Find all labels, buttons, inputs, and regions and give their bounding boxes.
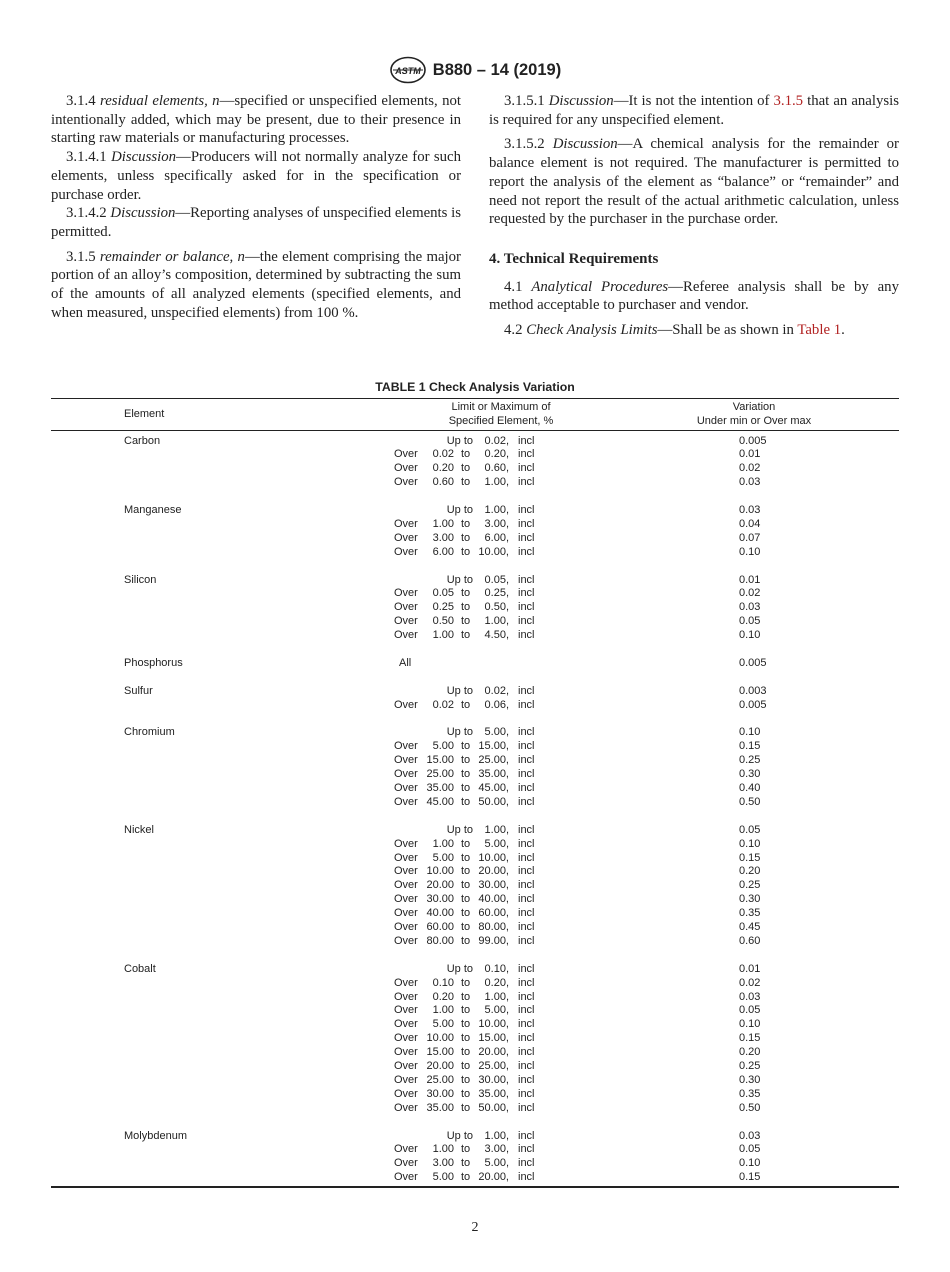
limit-lo: 0.10 — [432, 976, 454, 989]
limit-prefix: Over — [394, 615, 418, 628]
limit-hi: 60.00, — [478, 907, 509, 920]
limit-hi: 10.00, — [478, 545, 509, 558]
variation-value: 0.20 — [739, 1046, 761, 1059]
limit-to: to — [461, 448, 471, 461]
limit-incl: incl — [518, 768, 535, 781]
limit-prefix: Over — [394, 740, 418, 753]
limit-lo: 40.00 — [426, 907, 454, 920]
para-3-1-4: 3.1.4 residual elements, n—specified or unspecified elements, not intentionally added, which may be present, due to their presence in starting raw materials or manufacturing processes. — [51, 93, 462, 147]
limit-to: to — [461, 517, 471, 530]
variation-value: 0.005 — [739, 434, 767, 447]
limit-incl: incl — [518, 795, 535, 808]
limit-lo: 25.00 — [426, 768, 454, 781]
limit-lo: 5.00 — [432, 1171, 454, 1184]
left-text-column — [51, 92, 461, 322]
limit-hi: 5.00, — [484, 1157, 509, 1170]
limit-to: to — [461, 1157, 471, 1170]
variation-value: 0.05 — [739, 615, 761, 628]
variation-value: 0.35 — [739, 1087, 761, 1100]
limit-hi: 50.00, — [478, 1101, 509, 1114]
limit-to: to — [461, 1073, 471, 1086]
limit-prefix: Over — [394, 754, 418, 767]
variation-value: 0.20 — [739, 865, 761, 878]
header-variation: Variation Under min or Over max — [696, 401, 812, 427]
limit-to: to — [461, 1171, 471, 1184]
limit-hi: 35.00, — [478, 1087, 509, 1100]
limit-range: Up to — [446, 434, 473, 447]
section-3-1-5-link[interactable]: 3.1.5 — [773, 93, 804, 109]
page-header — [0, 56, 950, 84]
variation-value: 0.03 — [739, 1129, 761, 1142]
limit-range: Up to — [446, 573, 473, 586]
variation-value: 0.01 — [739, 448, 761, 461]
limit-lo: 5.00 — [432, 1018, 454, 1031]
limit-hi: 0.02, — [484, 434, 509, 447]
limit-to: to — [461, 865, 471, 878]
limit-lo: 10.00 — [426, 1032, 454, 1045]
limit-prefix: Over — [394, 768, 418, 781]
limit-hi: 0.60, — [484, 462, 509, 475]
variation-value: 0.01 — [739, 573, 761, 586]
limit-to: to — [461, 976, 471, 989]
limit-incl: incl — [518, 545, 535, 558]
limit-prefix: Over — [394, 1046, 418, 1059]
limit-incl: incl — [518, 587, 535, 600]
limit-incl: incl — [518, 837, 535, 850]
variation-value: 0.07 — [739, 531, 761, 544]
limit-incl: incl — [518, 726, 535, 739]
limit-lo: 0.02 — [432, 448, 454, 461]
limit-prefix: Over — [394, 837, 418, 850]
element-name: Manganese — [124, 504, 182, 516]
limit-lo: 5.00 — [432, 740, 454, 753]
limit-prefix: Over — [394, 545, 418, 558]
limit-incl: incl — [518, 1032, 535, 1045]
limit-lo: 1.00 — [432, 1004, 454, 1017]
limit-hi: 0.02, — [484, 684, 509, 697]
limit-incl: incl — [518, 990, 535, 1003]
limit-prefix: Over — [394, 1171, 418, 1184]
limit-lo: 5.00 — [432, 851, 454, 864]
limit-incl: incl — [518, 754, 535, 767]
limit-incl: incl — [518, 601, 535, 614]
limit-lo: 0.60 — [432, 476, 454, 489]
limit-to: to — [461, 476, 471, 489]
limit-incl: incl — [518, 462, 535, 475]
limit-hi: 0.06, — [484, 698, 509, 711]
page-number: 2 — [471, 1220, 479, 1235]
limit-lo: 1.00 — [432, 837, 454, 850]
para-3-1-4-2: 3.1.4.2 Discussion—Reporting analyses of unspecified elements is permitted. — [51, 205, 462, 240]
limit-lo: 15.00 — [426, 754, 454, 767]
limit-to: to — [461, 1046, 471, 1059]
section-heading-technical-requirements: 4. Technical Requirements — [489, 250, 659, 267]
variation-value: 0.04 — [739, 517, 761, 530]
limit-prefix: Over — [394, 934, 418, 947]
limit-lo: 35.00 — [426, 1101, 454, 1114]
limit-incl: incl — [518, 448, 535, 461]
limit-incl: incl — [518, 1143, 535, 1156]
limit-incl: incl — [518, 851, 535, 864]
limit-lo: 15.00 — [426, 1046, 454, 1059]
limit-hi: 0.50, — [484, 601, 509, 614]
limit-incl: incl — [518, 517, 535, 530]
variation-value: 0.50 — [739, 1101, 761, 1114]
limit-prefix: Over — [394, 990, 418, 1003]
element-name: Cobalt — [124, 962, 156, 975]
limit-to: to — [461, 587, 471, 600]
limit-incl: incl — [518, 531, 535, 544]
variation-value: 0.60 — [739, 934, 761, 947]
limit-prefix: Over — [394, 1018, 418, 1031]
limit-incl: incl — [518, 573, 535, 586]
limit-prefix: Over — [394, 587, 418, 600]
limit-hi: 15.00, — [478, 1032, 509, 1045]
variation-value: 0.25 — [739, 754, 761, 767]
table-1-link[interactable]: Table 1 — [797, 322, 842, 339]
limit-prefix: Over — [394, 879, 418, 892]
variation-value: 0.15 — [739, 1171, 761, 1184]
variation-value: 0.02 — [739, 976, 761, 989]
table-title: TABLE 1 Check Analysis Variation — [375, 380, 575, 394]
limit-to: to — [461, 462, 471, 475]
variation-value: 0.10 — [739, 629, 761, 642]
limit-range: Up to — [446, 684, 473, 697]
limit-hi: 80.00, — [478, 921, 509, 933]
limit-incl: incl — [518, 962, 535, 975]
para-4-2: 4.2 Check Analysis Limits—Shall be as shown in Table 1. — [504, 322, 845, 339]
limit-hi: 3.00, — [484, 1143, 509, 1156]
limit-incl: incl — [518, 504, 535, 516]
right-text-column — [489, 92, 899, 340]
limit-lo: 35.00 — [426, 782, 454, 794]
limit-to: to — [461, 1143, 471, 1156]
variation-value: 0.005 — [739, 698, 767, 711]
limit-prefix: Over — [394, 476, 418, 489]
limit-incl: incl — [518, 782, 535, 794]
limit-to: to — [461, 545, 471, 558]
variation-value: 0.05 — [739, 823, 761, 836]
limit-incl: incl — [518, 1129, 535, 1142]
limit-to: to — [461, 754, 471, 767]
limit-to: to — [461, 740, 471, 753]
limit-prefix: Over — [394, 851, 418, 864]
limit-hi: 20.00, — [478, 865, 509, 878]
limit-to: to — [461, 1032, 471, 1045]
variation-value: 0.10 — [739, 1157, 761, 1170]
limit-range: Up to — [446, 1129, 473, 1142]
limit-prefix: Over — [394, 601, 418, 614]
limit-lo: 1.00 — [432, 517, 454, 530]
limit-prefix: Over — [394, 1073, 418, 1086]
limit-incl: incl — [518, 1046, 535, 1059]
limit-hi: 30.00, — [478, 1073, 509, 1086]
element-name: Carbon — [124, 434, 161, 447]
variation-value: 0.01 — [739, 962, 761, 975]
limit-incl: incl — [518, 893, 535, 906]
variation-value: 0.02 — [739, 587, 761, 600]
limit-hi: 50.00, — [478, 795, 509, 808]
limit-to: to — [461, 615, 471, 628]
limit-hi: 40.00, — [478, 893, 509, 906]
limit-incl: incl — [518, 976, 535, 989]
limit-hi: 1.00, — [484, 1129, 509, 1142]
limit-hi: 30.00, — [478, 879, 509, 892]
limit-to: to — [461, 879, 471, 892]
limit-range: Up to — [446, 504, 473, 516]
limit-prefix: Over — [394, 1004, 418, 1017]
limit-prefix: Over — [394, 976, 418, 989]
limit-hi: 15.00, — [478, 740, 509, 753]
variation-value: 0.30 — [739, 893, 761, 906]
limit-incl: incl — [518, 1087, 535, 1100]
limit-prefix: Over — [394, 1060, 418, 1072]
limit-lo: 6.00 — [432, 545, 454, 558]
limit-hi: 0.25, — [484, 587, 509, 600]
variation-value: 0.05 — [739, 1143, 761, 1156]
limit-to: to — [461, 893, 471, 906]
limit-to: to — [461, 1018, 471, 1031]
limit-to: to — [461, 851, 471, 864]
limit-hi: 99.00, — [478, 934, 509, 947]
element-name: Silicon — [124, 573, 157, 586]
limit-prefix: Over — [394, 462, 418, 475]
limit-to: to — [461, 629, 471, 642]
limit-prefix: Over — [394, 893, 418, 906]
para-3-1-5-2: 3.1.5.2 Discussion—A chemical analysis for the remainder or balance element is not required. The manufacturer is permitted to report the analysis of the element as “balance” or “remainder” and need not report the result of the actual arithmetic calculation, unless requested by the purchaser in the purchase order. — [489, 136, 899, 228]
check-analysis-table — [51, 398, 899, 1188]
limit-hi: 3.00, — [484, 517, 509, 530]
limit-prefix: Over — [394, 517, 418, 530]
header-element: Element — [124, 408, 165, 420]
variation-value: 0.02 — [739, 462, 761, 475]
astm-logo-text: ASTM — [395, 66, 421, 76]
variation-value: 0.10 — [739, 726, 761, 739]
limit-hi: 35.00, — [478, 768, 509, 781]
limit-to: to — [461, 698, 471, 711]
header-limit: Limit or Maximum of Specified Element, % — [448, 401, 554, 427]
limit-prefix: Over — [394, 1087, 418, 1100]
limit-prefix: Over — [394, 865, 418, 878]
limit-prefix: Over — [394, 698, 418, 711]
limit-incl: incl — [518, 1018, 535, 1031]
para-3-1-5: 3.1.5 remainder or balance, n—the element comprising the major portion of an alloy’s composition, determined by subtracting the sum of the amounts of all analyzed elements (specified elements, and when measured, unspecified elements) from 100 %. — [51, 248, 461, 321]
limit-incl: incl — [518, 629, 535, 642]
variation-value: 0.25 — [739, 1060, 761, 1072]
limit-hi: 5.00, — [484, 1004, 509, 1017]
limit-hi: 0.05, — [484, 573, 509, 586]
variation-value: 0.35 — [739, 907, 761, 920]
limit-prefix: Over — [394, 1157, 418, 1170]
limit-prefix: Over — [394, 782, 418, 794]
limit-hi: 4.50, — [484, 629, 509, 642]
limit-to: to — [461, 934, 471, 947]
para-3-1-4-1: 3.1.4.1 Discussion—Producers will not normally analyze for such elements, unless specifically asked for in the specification or purchase order. — [51, 149, 461, 203]
limit-lo: 0.20 — [432, 990, 454, 1003]
limit-incl: incl — [518, 1157, 535, 1170]
limit-lo: 1.00 — [432, 1143, 454, 1156]
limit-to: to — [461, 782, 471, 794]
variation-value: 0.03 — [739, 504, 761, 516]
limit-lo: 3.00 — [432, 1157, 454, 1170]
limit-hi: 20.00, — [478, 1171, 509, 1184]
variation-value: 0.10 — [739, 837, 761, 850]
limit-lo: 30.00 — [426, 1087, 454, 1100]
limit-lo: 80.00 — [426, 934, 454, 947]
limit-incl: incl — [518, 740, 535, 753]
limit-lo: 3.00 — [432, 531, 454, 544]
limit-hi: 1.00, — [484, 476, 509, 489]
limit-to: to — [461, 921, 471, 933]
limit-hi: 0.20, — [484, 976, 509, 989]
limit-lo: 20.00 — [426, 879, 454, 892]
limit-prefix: Over — [394, 448, 418, 461]
limit-to: to — [461, 1004, 471, 1017]
variation-value: 0.10 — [739, 545, 761, 558]
limit-incl: incl — [518, 934, 535, 947]
limit-incl: incl — [518, 823, 535, 836]
limit-lo: 0.25 — [432, 601, 454, 614]
table-body — [51, 398, 899, 1188]
limit-hi: 45.00, — [478, 782, 509, 794]
variation-value: 0.15 — [739, 851, 761, 864]
limit-hi: 0.20, — [484, 448, 509, 461]
limit-incl: incl — [518, 1060, 535, 1072]
limit-prefix: Over — [394, 1101, 418, 1114]
limit-lo: 60.00 — [426, 921, 454, 933]
limit-lo: 25.00 — [426, 1073, 454, 1086]
limit-lo: 20.00 — [426, 1060, 454, 1072]
limit-lo: 0.02 — [432, 698, 454, 711]
variation-value: 0.003 — [739, 684, 767, 697]
variation-value: 0.45 — [739, 921, 761, 933]
limit-lo: 30.00 — [426, 893, 454, 906]
limit-to: to — [461, 1101, 471, 1114]
variation-value: 0.03 — [739, 990, 761, 1003]
variation-value: 0.40 — [739, 782, 761, 794]
limit-incl: incl — [518, 921, 535, 933]
limit-hi: 1.00, — [484, 504, 509, 516]
variation-value: 0.05 — [739, 1004, 761, 1017]
variation-value: 0.15 — [739, 1032, 761, 1045]
limit-prefix: Over — [394, 921, 418, 933]
element-name: Molybdenum — [124, 1129, 187, 1142]
limit-hi: 1.00, — [484, 823, 509, 836]
limit-lo: 10.00 — [426, 865, 454, 878]
limit-hi: 5.00, — [484, 726, 509, 739]
limit-incl: incl — [518, 1073, 535, 1086]
para-3-1-5-1: 3.1.5.1 Discussion—It is not the intention of 3.1.5 that an analysis is required for any unspecified element. — [489, 93, 899, 128]
variation-value: 0.005 — [739, 656, 767, 669]
limit-prefix: Over — [394, 629, 418, 642]
limit-hi: 6.00, — [484, 531, 509, 544]
variation-value: 0.30 — [739, 768, 761, 781]
limit-hi: 0.10, — [484, 962, 509, 975]
limit-lo: 45.00 — [426, 795, 454, 808]
limit-hi: 10.00, — [478, 1018, 509, 1031]
limit-incl: incl — [518, 865, 535, 878]
astm-logo-icon — [389, 56, 427, 84]
variation-value: 0.15 — [739, 740, 761, 753]
limit-incl: incl — [518, 1101, 535, 1114]
element-name: Nickel — [124, 823, 154, 836]
limit-range: Up to — [446, 962, 473, 975]
limit-to: to — [461, 990, 471, 1003]
limit-incl: incl — [518, 476, 535, 489]
limit-incl: incl — [518, 615, 535, 628]
limit-to: to — [461, 531, 471, 544]
limit-hi: 5.00, — [484, 837, 509, 850]
element-name: Sulfur — [124, 684, 153, 697]
limit-to: to — [461, 1060, 471, 1072]
limit-lo: 0.50 — [432, 615, 454, 628]
limit-prefix: Over — [394, 907, 418, 920]
element-name: Phosphorus — [124, 656, 183, 669]
limit-to: to — [461, 907, 471, 920]
para-4-1: 4.1 Analytical Procedures—Referee analysis shall be by any method acceptable to purchaser and vendor. — [489, 278, 899, 314]
table-bottom-rule — [51, 1186, 899, 1188]
limit-hi: 10.00, — [478, 851, 509, 864]
limit-hi: 20.00, — [478, 1046, 509, 1059]
limit-lo: 1.00 — [432, 629, 454, 642]
limit-hi: 25.00, — [478, 754, 509, 767]
limit-to: to — [461, 601, 471, 614]
variation-value: 0.03 — [739, 476, 761, 489]
limit-incl: incl — [518, 907, 535, 920]
limit-prefix: Over — [394, 1143, 418, 1156]
limit-to: to — [461, 837, 471, 850]
limit-lo: 0.20 — [432, 462, 454, 475]
limit-range: Up to — [446, 726, 473, 739]
limit-incl: incl — [518, 1004, 535, 1017]
limit-hi: 1.00, — [484, 990, 509, 1003]
limit-to: to — [461, 768, 471, 781]
limit-incl: incl — [518, 698, 535, 711]
element-name: Chromium — [124, 726, 175, 739]
limit-lo: 0.05 — [432, 587, 454, 600]
limit-all: All — [399, 656, 412, 669]
limit-prefix: Over — [394, 795, 418, 808]
limit-range: Up to — [446, 823, 473, 836]
limit-incl: incl — [518, 879, 535, 892]
limit-prefix: Over — [394, 1032, 418, 1045]
variation-value: 0.30 — [739, 1073, 761, 1086]
limit-to: to — [461, 795, 471, 808]
limit-incl: incl — [518, 434, 535, 447]
limit-to: to — [461, 1087, 471, 1100]
limit-prefix: Over — [394, 531, 418, 544]
limit-incl: incl — [518, 684, 535, 697]
variation-value: 0.50 — [739, 795, 761, 808]
document-designation: B880 – 14 (2019) — [432, 60, 562, 79]
variation-value: 0.03 — [739, 601, 761, 614]
limit-hi: 1.00, — [484, 615, 509, 628]
variation-value: 0.10 — [739, 1018, 761, 1031]
limit-hi: 25.00, — [478, 1060, 509, 1072]
limit-incl: incl — [518, 1171, 535, 1184]
variation-value: 0.25 — [739, 879, 761, 892]
